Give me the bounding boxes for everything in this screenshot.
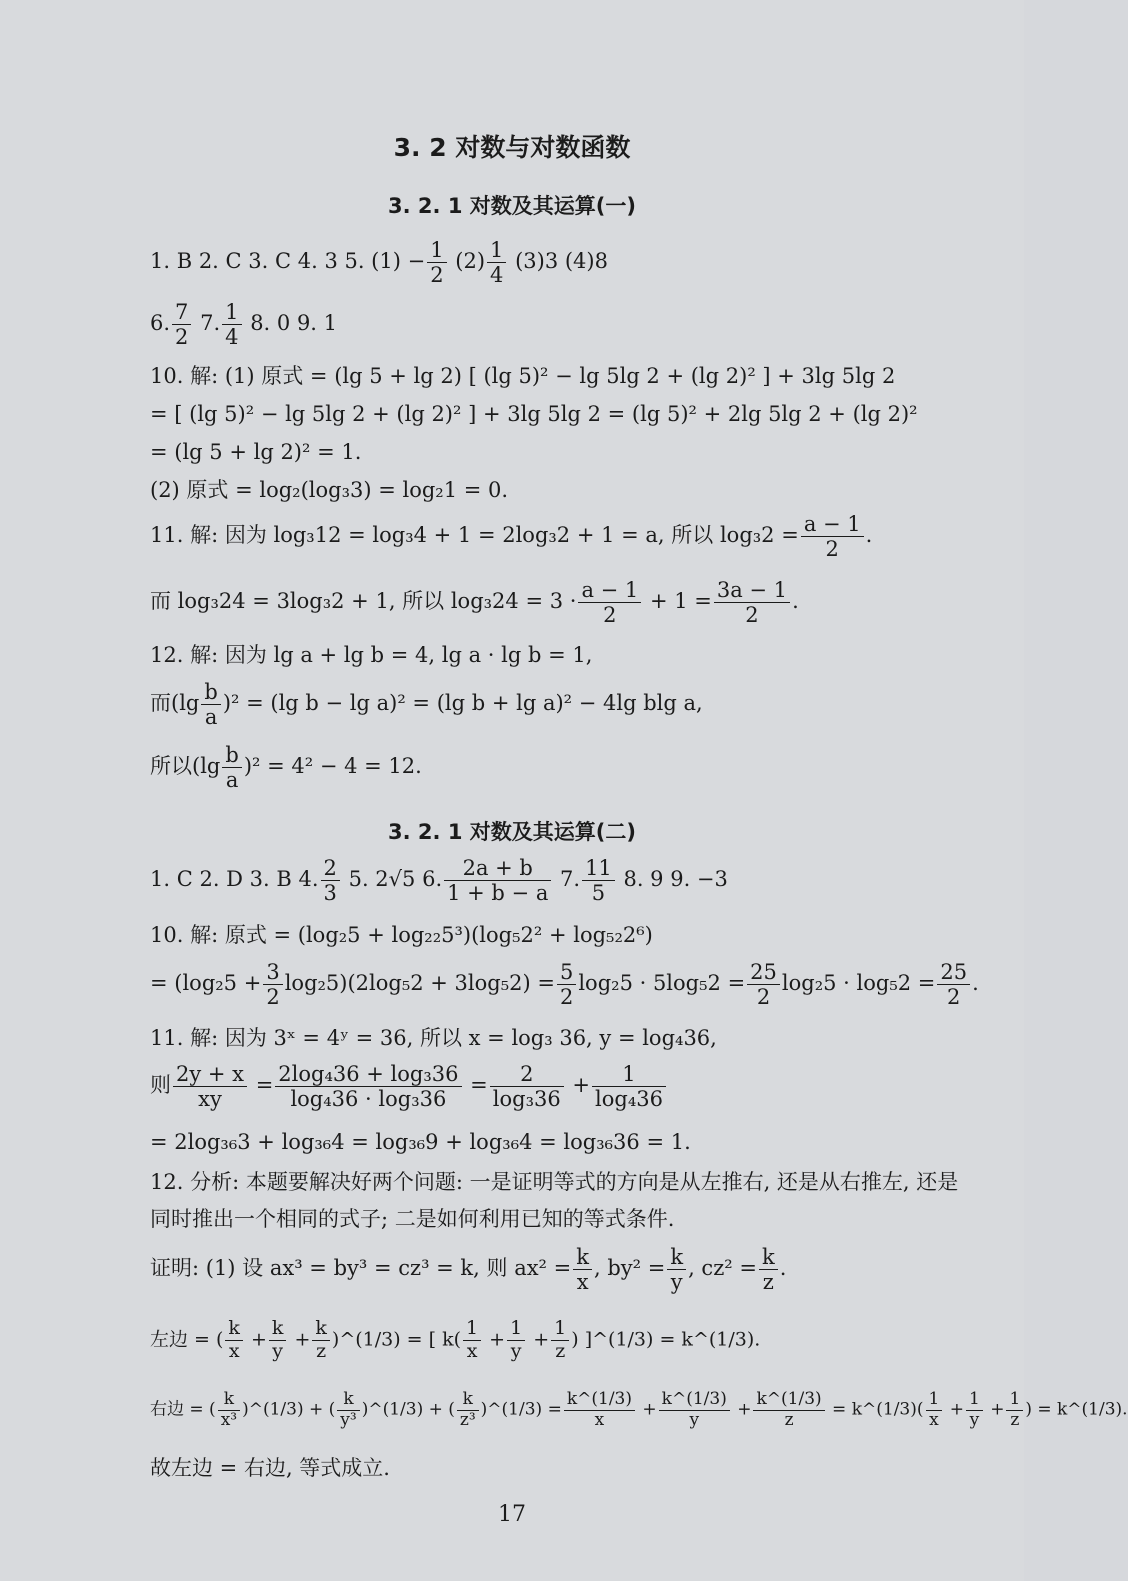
q10-line-2: = [ (lg 5)² − lg 5lg 2 + (lg 2)² ] + 3lg 5lg 2 = (lg 5)² + 2lg 5lg 2 + (lg 2)²	[150, 402, 918, 426]
q10-line-3: = (lg 5 + lg 2)² = 1.	[150, 440, 362, 464]
q11b-line-2: 则 $\frac{2y + x}{xy}$ = $\frac{\text{2log₄36 + log₃36}}{\text{log₄36 · log₃36}}$ = $\frac{2}{\text{log₃36}}$ + $\frac{1}{\text{log₄36}}$	[150, 1062, 668, 1111]
q10-line-1: 10. 解: (1) 原式 = (lg 5 + lg 2) [ (lg 5)² − lg 5lg 2 + (lg 2)² ] + 3lg 5lg 2	[150, 364, 896, 388]
subsection-title-1: 3. 2. 1 对数及其运算(一)	[388, 194, 636, 218]
q12-line-1: 12. 解: 因为 lg a + lg b = 4, lg a · lg b = 1,	[150, 643, 593, 667]
q12b-conclusion: 故左边 = 右边, 等式成立.	[150, 1456, 390, 1480]
answers-1-5: 1. B 2. C 3. C 4. 3 5. (1) − $\frac{1}{2}$ (2) $\frac{1}{4}$ (3)3 (4)8	[150, 238, 608, 288]
q11b-line-3: = 2log₃₆3 + log₃₆4 = log₃₆9 + log₃₆4 = log₃₆36 = 1.	[150, 1130, 691, 1154]
q12-line-3: 所以(lg $\frac{b}{a}$ )² = 4² − 4 = 12.	[150, 743, 422, 793]
q10-line-4: (2) 原式 = log₂(log₃3) = log₂1 = 0.	[150, 478, 509, 502]
q10b-line-2: = (log₂5 + $\frac{3}{2}$ log₂5)(2log₅2 + 3log₅2) = $\frac{5}{2}$ log₂5 · 5log₅2 = $\frac{25}{2}$ log₂5 · log₅2 = $\frac{25}{2}$ .	[150, 960, 979, 1010]
subsection-title-2: 3. 2. 1 对数及其运算(二)	[388, 820, 636, 844]
answers2-1-9: 1. C 2. D 3. B 4. $\frac{2}{3}$ 5. 2√5 6. $\frac{2a + b}{1 + b - a}$ 7. $\frac{11}{5}$ 8. 9 9. −3	[150, 856, 728, 906]
q12b-proof-1: 证明: (1) 设 ax³ = by³ = cz³ = k, 则 ax² = $\frac{k}{x}$ , by² = $\frac{k}{y}$ , cz² = $\frac{k}{z}$ .	[150, 1245, 787, 1295]
q11b-line-1: 11. 解: 因为 3ˣ = 4ʸ = 36, 所以 x = log₃ 36, y = log₄36,	[150, 1026, 717, 1050]
answers-6-9: 6. $\frac{7}{2}$ 7. $\frac{1}{4}$ 8. 0 9. 1	[150, 300, 338, 350]
section-title: 3. 2 对数与对数函数	[393, 133, 631, 162]
q10b-line-1: 10. 解: 原式 = (log₂5 + log₂₂5³)(log₅2² + log₅₂2⁶)	[150, 923, 653, 947]
q11-line-2: 而 log₃24 = 3log₃2 + 1, 所以 log₃24 = 3 · $\frac{a - 1}{2}$ + 1 = $\frac{3a - 1}{2}$ .	[150, 578, 799, 628]
q12-line-2: 而(lg $\frac{b}{a}$ )² = (lg b − lg a)² = (lg b + lg a)² − 4lg blg a,	[150, 680, 703, 730]
q12b-analysis: 12. 分析: 本题要解决好两个问题: 一是证明等式的方向是从左推右, 还是从右推左, 还是同时推出一个相同的式子; 二是如何利用已知的等式条件.	[150, 1170, 959, 1231]
q12b-left-side: 左边 = ( $\frac{k}{x}$ + $\frac{k}{y}$ + $\frac{k}{z}$ )^(1/3) = [ k( $\frac{1}{x}$ + $\frac{1}{y}$ + $\frac{1}{z}$ ) ]^(1/3) = k^(1/3).	[150, 1317, 761, 1362]
q12b-right-side: 右边 = ( $\frac{k}{\text{x³}}$ )^(1/3) + ( $\frac{k}{\text{y³}}$ )^(1/3) + ( $\frac{k}{\text{z³}}$ )^(1/3) = $\frac{k\^{}(1/3)}{x}$ + $\frac{k\^{}(1/3)}{y}$ + $\frac{k\^{}(1/3)}{z}$ = k^(1/3)( $\frac{1}{x}$ + $\frac{1}{y}$ + $\frac{1}{z}$ ) = k^(1/3).	[150, 1389, 1128, 1430]
q11-line-1: 11. 解: 因为 log₃12 = log₃4 + 1 = 2log₃2 + 1 = a, 所以 log₃2 = $\frac{a - 1}{2}$ .	[150, 512, 873, 562]
page-number: 17	[498, 1502, 526, 1527]
